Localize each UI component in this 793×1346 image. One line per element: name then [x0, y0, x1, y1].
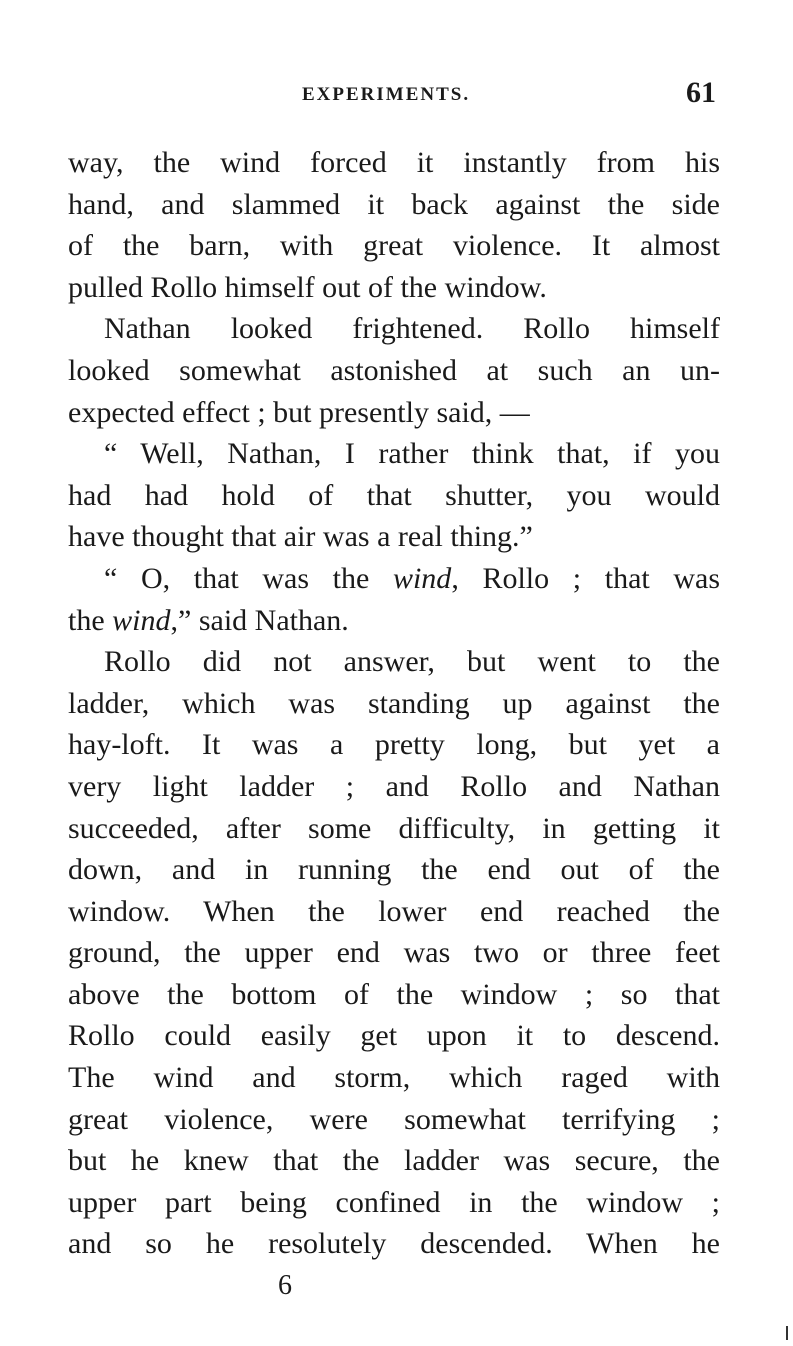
- margin-tick: [786, 1326, 788, 1340]
- text-line: expected effect ; but presently said, —: [68, 395, 530, 429]
- text-line: have thought that air was a real thing.”: [68, 520, 533, 554]
- text-line: very light ladder ; and Rollo and Nathan: [68, 769, 720, 803]
- text-line: succeeded, after some difficulty, in getting it: [68, 811, 720, 845]
- text-line: The wind and storm, which raged with: [68, 1061, 720, 1095]
- text-line: “ Well, Nathan, I rather think that, if you: [104, 437, 720, 471]
- body-text: [68, 142, 720, 1265]
- text-line: above the bottom of the window ; so that: [68, 977, 720, 1011]
- text-line: Rollo did not answer, but went to the: [104, 645, 720, 679]
- text-line: great violence, were somewhat terrifying ;: [68, 1102, 720, 1136]
- text-line: but he knew that the ladder was secure, the: [68, 1144, 720, 1178]
- page-number: 61: [686, 76, 716, 109]
- signature-mark: 6: [278, 1270, 292, 1301]
- text-line: of the barn, with great violence. It almost: [68, 229, 720, 263]
- text-line: way, the wind forced it instantly from his: [68, 146, 720, 179]
- text-line: hay-loft. It was a pretty long, but yet a: [68, 728, 720, 762]
- text-line: ladder, which was standing up against the: [68, 686, 720, 720]
- text-line: the wind,” said Nathan.: [68, 603, 349, 637]
- text-line: pulled Rollo himself out of the window.: [68, 270, 547, 304]
- text-line: looked somewhat astonished at such an un-: [68, 353, 720, 387]
- text-line: upper part being confined in the window ;: [68, 1185, 720, 1219]
- text-line: and so he resolutely descended. When he: [68, 1227, 720, 1261]
- text-line: hand, and slammed it back against the side: [68, 187, 720, 221]
- text-line: had had hold of that shutter, you would: [68, 478, 720, 512]
- page-header: [0, 76, 793, 116]
- text-line: “ O, that was the wind, Rollo ; that was: [104, 561, 720, 595]
- text-line: Rollo could easily get upon it to descend.: [68, 1019, 720, 1053]
- running-head: EXPERIMENTS.: [302, 84, 471, 105]
- text-line: down, and in running the end out of the: [68, 853, 720, 887]
- text-line: window. When the lower end reached the: [68, 894, 720, 928]
- text-line: Nathan looked frightened. Rollo himself: [104, 312, 720, 346]
- text-line: ground, the upper end was two or three feet: [68, 936, 720, 970]
